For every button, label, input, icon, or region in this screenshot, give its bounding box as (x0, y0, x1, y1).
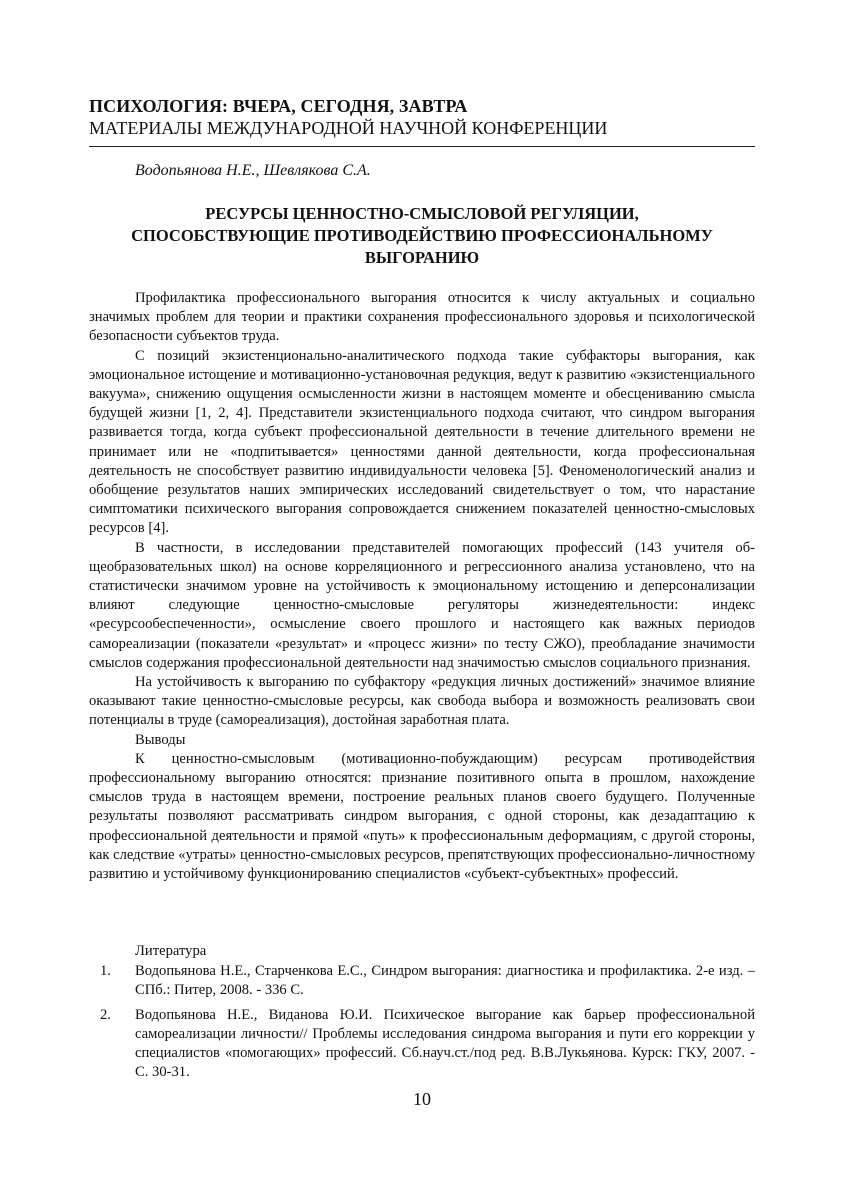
references-heading: Литература (135, 943, 207, 959)
article-title-line: СПОСОБСТВУЮЩИЕ ПРОТИВОДЕЙСТВИЮ ПРОФЕССИОНАЛЬНОМУ (131, 226, 713, 245)
reference-item (89, 962, 755, 1000)
body-paragraph: Профилактика профессионального выгорания относится к числу актуальных и социально значимых проблем для теории и практики сохранения профессионального здоровья и психологической безопасности субъектов труда. (89, 290, 755, 345)
article-title-line: ВЫГОРАНИЮ (364, 248, 480, 267)
reference-text: Водопьянова Н.Е., Виданова Ю.И. Психическое выгорание как барьер профессиональной самореализации личности// Проблемы исследования синдрома выгорания и пути его коррекции у специалистов «помогающих» профессий. Сб.науч.ст./под ред. В.В.Лукьянова. Курск: ГКУ, 2007. - С. 30-31. (135, 1006, 755, 1081)
body-paragraph: На устойчивость к выгоранию по субфактору «редукция личных достижений» значимое влияние оказывают такие ценностно-смысловые ресурсы, как свобода выбора и возможность реализовать свои потенциалы в труде (самореализация), достойная заработная плата. (89, 674, 755, 729)
header-title: ПСИХОЛОГИЯ: ВЧЕРА, СЕГОДНЯ, ЗАВТРА (89, 96, 468, 116)
reference-item (89, 1006, 755, 1083)
running-header (89, 95, 769, 139)
body-paragraph: С позиций экзистенционально-аналитического подхода такие субфакторы выгорания, как эмоциональное истощение и мотивационно-установочная редукция, ведут к развитию «экзистенциального вакуума», снижению ощущения осмысленности жизни в настоящем моменте и обесцениванию смысла будущей жизни [1, 2, 4]. Представители экзистенциального подхода считают, что синдром выгорания развивается тогда, когда субъект профессиональной деятельности в течение длительного времени не принимает или не «подпитывается» ценностями данной деятельности, когда профессиональная деятельность не способствует развитию индивидуальности человека [5]. Феноменологический анализ и обобщение результатов наших эмпирических исследований свидетельствует о том, что нарастание симптоматики психического выгорания сопровождается снижением показателей ценностно-смысловых ресурсов [4]. (89, 347, 755, 537)
reference-number: 2. (100, 1006, 111, 1023)
article-authors: Водопьянова Н.Е., Шевлякова С.А. (135, 162, 371, 179)
body-paragraph: В частности, в исследовании представителей помогающих профессий (143 учителя общеобразовательных школ) на основе корреляционного и регрессионного анализа установлено, что на статистически значимом уровне на устойчивость к эмоциональному истощению и деперсонализации влияют следующие ценностно-смысловые регуляторы жизнедеятельности: индекс «ресурсообеспеченности», осмысление своего прошлого и настоящего как важных периодов самореализации (показатели «результат» и «процесс жизни» по тесту СЖО), преобладание значимости смыслов содержания профессиональной деятельности над значимостью смыслов социального признания. (89, 539, 755, 671)
reference-number: 1. (100, 963, 111, 980)
article-body (89, 289, 755, 884)
reference-text: Водопьянова Н.Е., Старченкова Е.С., Синдром выгорания: диагностика и профилактика. 2-е изд. – СПб.: Питер, 2008. - 336 С. (135, 963, 755, 999)
references-section (89, 942, 755, 1082)
page-number: 10 (413, 1089, 431, 1109)
article-title (89, 203, 755, 269)
header-divider (89, 146, 755, 147)
header-subtitle: МАТЕРИАЛЫ МЕЖДУНАРОДНОЙ НАУЧНОЙ КОНФЕРЕНЦИИ (89, 118, 608, 138)
article-title-line: РЕСУРСЫ ЦЕННОСТНО-СМЫСЛОВОЙ РЕГУЛЯЦИИ, (205, 204, 639, 223)
body-paragraph: К ценностно-смысловым (мотивационно-побуждающим) ресурсам противодействия профессиональному выгоранию относятся: признание позитивного опыта в прошлом, нахождение смыслов труда в настоящем времени, построение реальных планов своего будущего. Полученные результаты позволяют рассматривать синдром выгорания, с одной стороны, как дезадаптацию к профессиональной деятельности и прямой «путь» к профессиональным деформациям, с другой стороны, как следствие «утраты» ценностно-смысловых ресурсов, препятствующих профессионально-личностному развитию и устойчивому функционированию специалистов «субъект-субъектных» профессий. (89, 750, 755, 883)
section-heading-conclusions: Выводы (135, 731, 186, 748)
